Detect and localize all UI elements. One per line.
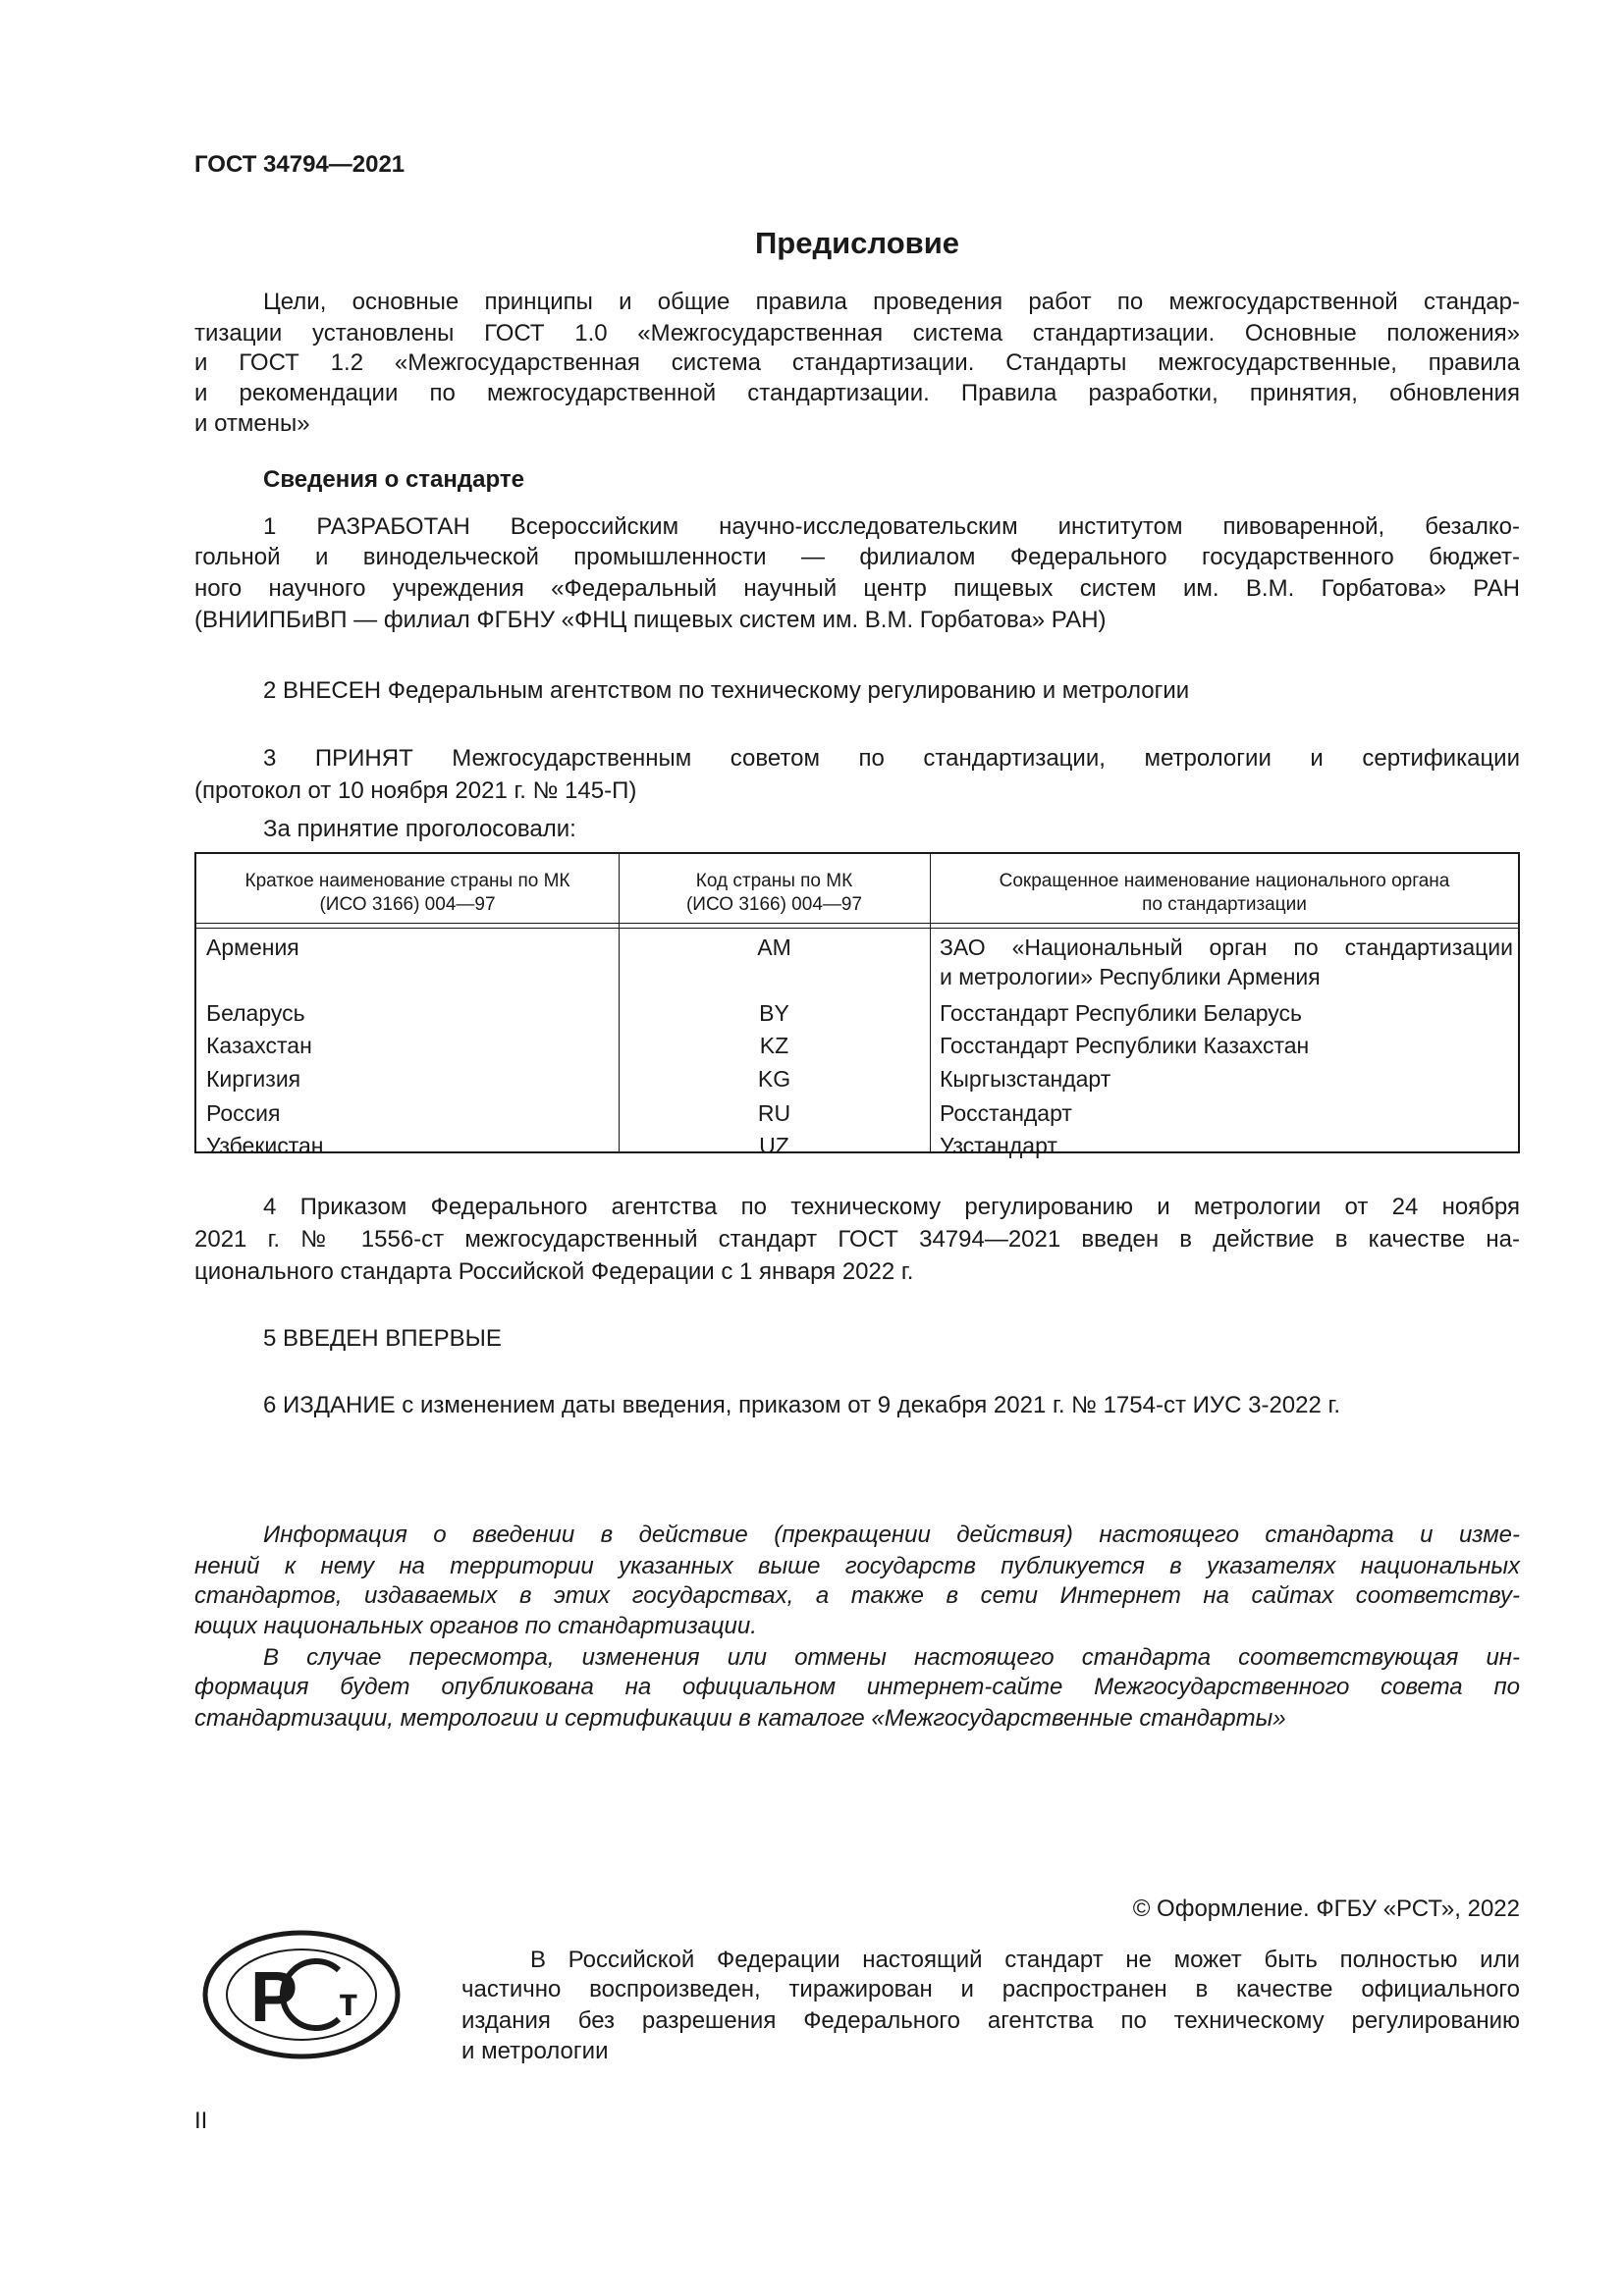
item2: 2 ВНЕСЕН Федеральным агентством по техническому регулированию и метрологии — [263, 677, 1190, 704]
intro-line: Цели, основные принципы и общие правила проведения работ по межгосударственной стандар- — [263, 289, 1520, 315]
notice-line: стандартизации, метрологии и сертификации в каталоге «Межгосударственные стандарты» — [194, 1705, 1286, 1732]
table-header-country: Краткое наименование страны по МК (ИСО 3166) 004—97 — [244, 871, 570, 915]
page-number: II — [194, 2108, 208, 2134]
rights-line: издания без разрешения Федерального агентства по техническому регулированию — [461, 2007, 1520, 2034]
intro-line: и ГОСТ 1.2 «Межгосударственная система стандартизации. Стандарты межгосударственные, правила — [194, 349, 1520, 376]
item3-line: 3 ПРИНЯТ Межгосударственным советом по стандартизации, метрологии и сертификации — [263, 745, 1520, 772]
table-cell-code: UZ — [759, 1133, 789, 1158]
table-cell-country: Беларусь — [206, 1000, 305, 1026]
notice-line: В случае пересмотра, изменения или отмены настоящего стандарта соответствующая ин- — [263, 1644, 1520, 1671]
item1-line: 1 РАЗРАБОТАН Всероссийским научно-исследовательским институтом пивоваренной, безалко- — [263, 513, 1520, 540]
table-cell-body: и метрологии» Республики Армения — [940, 964, 1321, 989]
table-cell-country: Киргизия — [206, 1066, 301, 1092]
item1-line: ного научного учреждения «Федеральный научный центр пищевых систем им. В.М. Горбатова» РАН — [194, 575, 1520, 602]
header-divider — [196, 923, 1518, 924]
notice-line: формация будет опубликована на официальном интернет-сайте Межгосударственного совета по — [194, 1674, 1520, 1700]
table-cell-country: Казахстан — [206, 1033, 312, 1058]
item6: 6 ИЗДАНИЕ с изменением даты введения, приказом от 9 декабря 2021 г. № 1754-ст ИУС 3-2022 г. — [263, 1392, 1340, 1418]
notice-line: ющих национальных органов по стандартизации. — [194, 1613, 757, 1639]
intro-line: тизации установлены ГОСТ 1.0 «Межгосударственная система стандартизации. Основные положения» — [194, 320, 1520, 347]
table-header-body: Сокращенное наименование национального органа по стандартизации — [999, 871, 1450, 915]
item4-line: ционального стандарта Российской Федерации с 1 января 2022 г. — [194, 1258, 914, 1285]
header-divider — [196, 928, 1518, 929]
item3-line: (протокол от 10 ноября 2021 г. № 145-П) — [194, 777, 637, 804]
rst-logo-icon — [201, 1929, 403, 2061]
notice-line: Информация о введении в действие (прекращении действия) настоящего стандарта и изме- — [263, 1522, 1520, 1548]
rights-line: частично воспроизведен, тиражирован и распространен в качестве официального — [461, 1976, 1520, 2002]
table-cell-body: Росстандарт — [940, 1100, 1072, 1126]
table-cell-country: Армения — [206, 934, 299, 960]
table-cell-code: RU — [757, 1100, 791, 1126]
copyright: © Оформление. ФГБУ «РСТ», 2022 — [1132, 1896, 1520, 1922]
svg-text:т: т — [339, 1981, 358, 2024]
item1-line: гольной и винодельческой промышленности — филиалом Федерального государственного бюджет- — [194, 544, 1520, 570]
table-cell-code: AM — [757, 934, 791, 960]
rights-line: и метрологии — [461, 2038, 609, 2064]
table-cell-body: Госстандарт Республики Казахстан — [940, 1033, 1310, 1058]
table-cell-body: Узстандарт — [940, 1133, 1057, 1158]
voting-table — [194, 852, 1520, 1158]
table-cell-code: KG — [757, 1066, 791, 1092]
table-cell-body: Госстандарт Республики Беларусь — [940, 1000, 1303, 1026]
section-heading: Сведения о стандарте — [263, 466, 524, 493]
page-title: Предисловие — [754, 226, 959, 260]
voted-label: За принятие проголосовали: — [263, 816, 576, 842]
intro-line: и отмены» — [194, 410, 310, 437]
document-number: ГОСТ 34794—2021 — [194, 151, 406, 178]
table-cell-code: KZ — [759, 1033, 789, 1058]
item4-line: 4 Приказом Федерального агентства по техническому регулированию и метрологии от 24 ноября — [263, 1194, 1520, 1220]
intro-line: и рекомендации по межгосударственной стандартизации. Правила разработки, принятия, обновления — [194, 380, 1520, 406]
rights-line: В Российской Федерации настоящий стандарт не может быть полностью или — [530, 1947, 1520, 1973]
notice-line: стандартов, издаваемых в этих государствах, а также в сети Интернет на сайтах соответству- — [194, 1582, 1520, 1609]
table-cell-code: BY — [759, 1000, 789, 1026]
table-header-code: Код страны по МК (ИСО 3166) 004—97 — [685, 871, 863, 915]
table-cell-country: Узбекистан — [206, 1133, 324, 1158]
table-cell-body: Кыргызстандарт — [940, 1066, 1111, 1092]
table-cell-country: Россия — [206, 1100, 281, 1126]
item5: 5 ВВЕДЕН ВПЕРВЫЕ — [263, 1325, 502, 1352]
item1-line: (ВНИИПБиВП — филиал ФГБНУ «ФНЦ пищевых систем им. В.М. Горбатова» РАН) — [194, 607, 1107, 633]
notice-line: нений к нему на территории указанных выше государств публикуется в указателях национальных — [194, 1553, 1520, 1579]
item4-line: 2021 г. № 1556-ст межгосударственный стандарт ГОСТ 34794—2021 введен в действие в качестве на- — [194, 1226, 1520, 1253]
svg-text:P: P — [250, 1958, 298, 2037]
table-cell-body: ЗАО «Национальный орган по стандартизации — [940, 934, 1513, 960]
